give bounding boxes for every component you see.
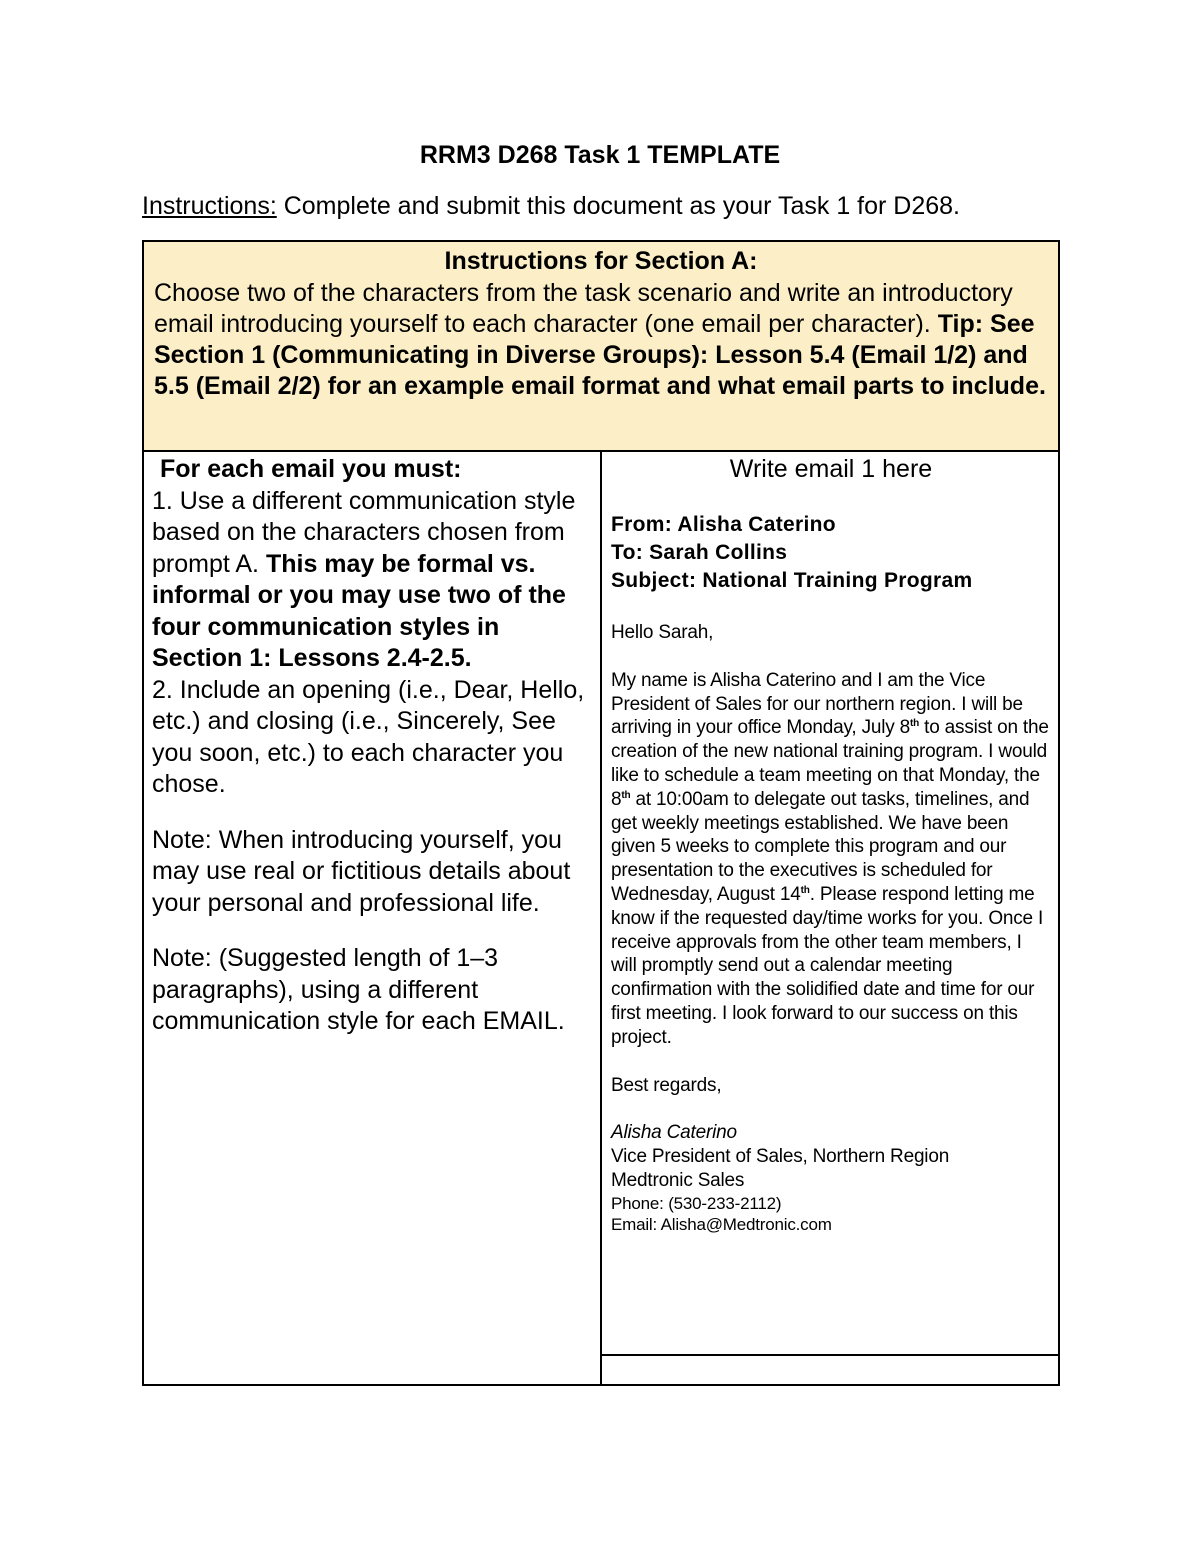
table-column-divider: [600, 452, 602, 1386]
note-introducing-yourself: Note: When introducing yourself, you may use real or fictitious details about your personal and professional life.: [152, 825, 571, 917]
instructions-label: Instructions:: [142, 192, 277, 220]
signature-name: Alisha Caterino: [611, 1122, 737, 1144]
instructions-text: Complete and submit this document as your Task 1 for D268.: [276, 192, 960, 220]
email-body-part-2: to assist on the creation of the new national training program. I would like to schedule a team meeting on that Monday, the 8: [611, 717, 1049, 810]
email-1-header: Write email 1 here: [729, 455, 933, 483]
ordinal-suffix: th: [800, 884, 810, 896]
section-a-body-plain: Choose two of the characters from the task scenario and write an introductory email introducing yourself to each character (one email per character).: [154, 279, 1013, 338]
email-subject: Subject: National Training Program: [611, 569, 973, 592]
document-title: RRM3 D268 Task 1 TEMPLATE: [419, 141, 781, 169]
table-right-border: [1058, 452, 1060, 1386]
requirement-2: 2. Include an opening (i.e., Dear, Hello, etc.) and closing (i.e., Sincerely, See you soon, etc.) to each character you chose.: [152, 675, 585, 798]
email-body-part-4: . Please respond letting me know if the requested day/time works for you. Once I receive approvals from the other team members, I will promptly send out a calendar meeting confirmation with the solidified date and time for our first meeting. I look forward to our success on this project.: [611, 883, 1044, 1048]
email-to: To: Sarah Collins: [611, 541, 788, 564]
email-1-column: [611, 454, 1051, 1235]
section-a-tip: Tip: See Section 1 (Communicating in Diverse Groups): Lesson 5.4 (Email 1/2) and 5.5 (Email 2/2) for an example email format and what email parts to include.: [154, 310, 1046, 400]
signature-title: Vice President of Sales, Northern Region: [611, 1146, 950, 1168]
section-a-instructions-box: [142, 240, 1060, 452]
email-meta: [611, 511, 1051, 595]
section-a-heading: Instructions for Section A:: [444, 247, 758, 275]
note-suggested-length: Note: (Suggested length of 1–3 paragraphs), using a different communication style for each EMAIL.: [152, 944, 565, 1035]
table-bottom-border: [142, 1384, 1060, 1386]
signature-email: Email: Alisha@Medtronic.com: [611, 1214, 832, 1234]
requirement-1-bold: This may be formal vs. informal or you may use two of the four communication styles in Section 1: Lessons 2.4-2.5.: [152, 549, 566, 672]
table-left-border: [142, 452, 144, 1386]
email-body-part-1: My name is Alisha Caterino and I am the Vice President of Sales for our northern region. I will be arriving in your office Monday, July 8: [611, 669, 1023, 739]
table-inner-row-divider: [600, 1354, 1060, 1356]
requirement-1-plain: 1. Use a different communication style based on the characters chosen from prompt A.: [152, 486, 576, 578]
email-body-part-3: at 10:00am to delegate out tasks, timelines, and get weekly meetings established. We have been given 5 weeks to complete this program and our presentation to the executives is scheduled for Wednesday, August 14: [611, 788, 1030, 905]
email-from: From: Alisha Caterino: [611, 513, 836, 536]
ordinal-suffix: th: [910, 718, 920, 730]
email-signature: [611, 1121, 1051, 1234]
ordinal-suffix: th: [621, 789, 631, 801]
requirements-header: For each email you must:: [160, 455, 462, 483]
instructions-line: [142, 192, 960, 221]
email-body: [611, 669, 1051, 1050]
signature-company: Medtronic Sales: [611, 1169, 745, 1191]
email-greeting: Hello Sarah,: [611, 622, 714, 643]
signature-phone: Phone: (530-233-2112): [611, 1193, 782, 1213]
email-closing: Best regards,: [611, 1074, 722, 1096]
email-requirements-column: [152, 454, 592, 1038]
section-a-body: [154, 278, 1048, 402]
requirement-1: [152, 486, 592, 675]
